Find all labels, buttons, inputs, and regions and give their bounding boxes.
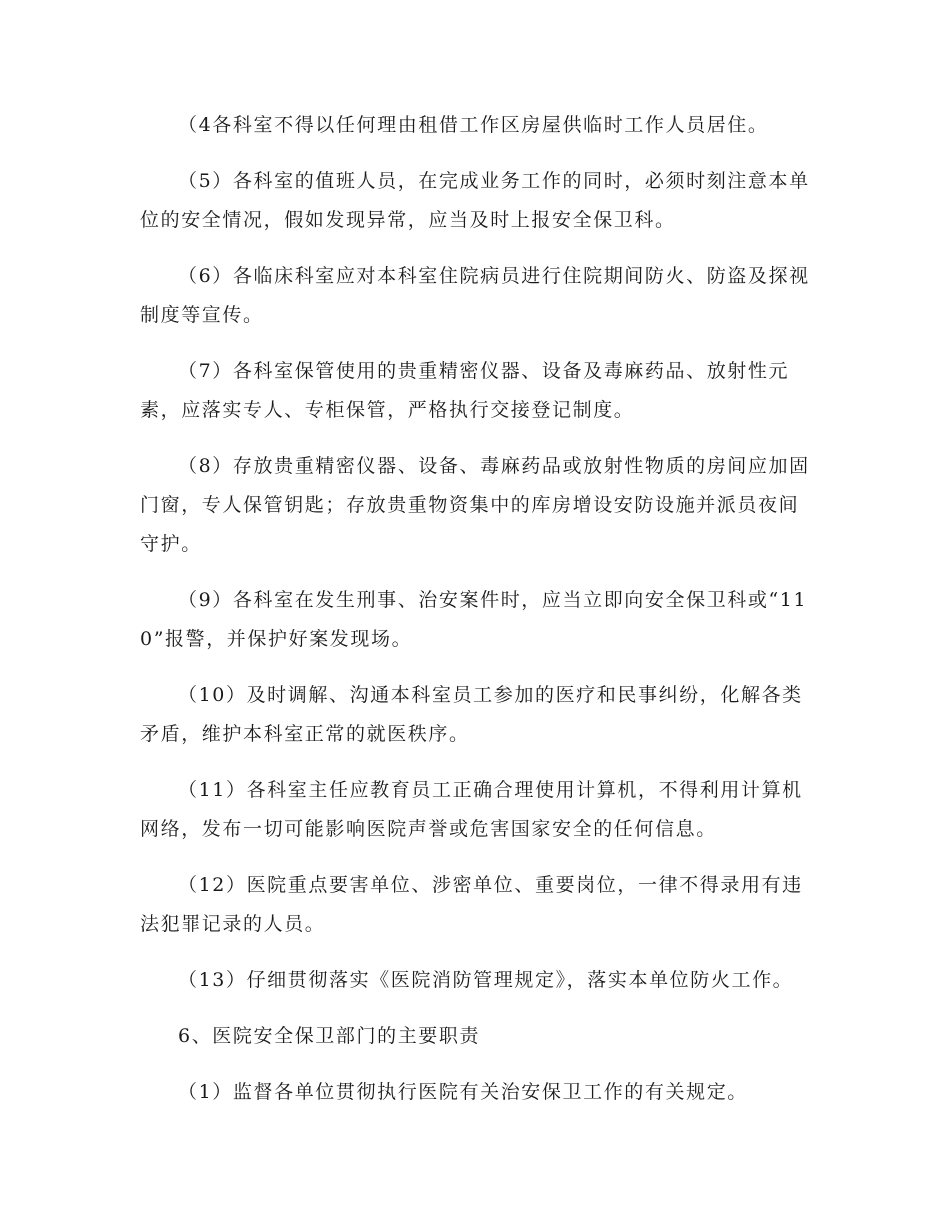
paragraph-item-10: （10）及时调解、沟通本科室员工参加的医疗和民事纠纷，化解各类矛盾，维护本科室正常的就医秩序。: [140, 684, 803, 745]
paragraph-item-13: （13）仔细贯彻落实《医院消防管理规定》，落实本单位防火工作。: [178, 969, 794, 991]
paragraph-item-9: （9）各科室在发生刑事、治安案件时，应当立即向安全保卫科或“110”报警，并保护好案发现场。: [140, 589, 808, 650]
paragraph-item-8: （8）存放贵重精密仪器、设备、毒麻药品或放射性物质的房间应加固门窗，专人保管钥匙；存放贵重物资集中的库房增设安防设施并派员夜间守护。: [140, 455, 810, 555]
section-heading: 6、医院安全保卫部门的主要职责: [178, 1025, 481, 1047]
paragraph-item-5: （5）各科室的值班人员，在完成业务工作的同时，必须时刻注意本单位的安全情况，假如发现异常，应当及时上报安全保卫科。: [140, 170, 810, 231]
paragraph-item-11: （11）各科室主任应教育员工正确合理使用计算机，不得利用计算机网络，发布一切可能影响医院声誉或危害国家安全的任何信息。: [140, 779, 803, 840]
document-body: [140, 106, 810, 1129]
paragraph-item-7: （7）各科室保管使用的贵重精密仪器、设备及毒麻药品、放射性元素，应落实专人、专柜保管，严格执行交接登记制度。: [140, 360, 790, 421]
paragraph-item-12: （12）医院重点要害单位、涉密单位、重要岗位，一律不得录用有违法犯罪记录的人员。: [140, 874, 803, 935]
paragraph-item-6: （6）各临床科室应对本科室住院病员进行住院期间防火、防盗及探视制度等宣传。: [140, 265, 810, 326]
paragraph-item-1: （1）监督各单位贯彻执行医院有关治安保卫工作的有关规定。: [178, 1081, 748, 1103]
paragraph-item-4: （4各科室不得以任何理由租借工作区房屋供临时工作人员居住。: [178, 114, 769, 136]
